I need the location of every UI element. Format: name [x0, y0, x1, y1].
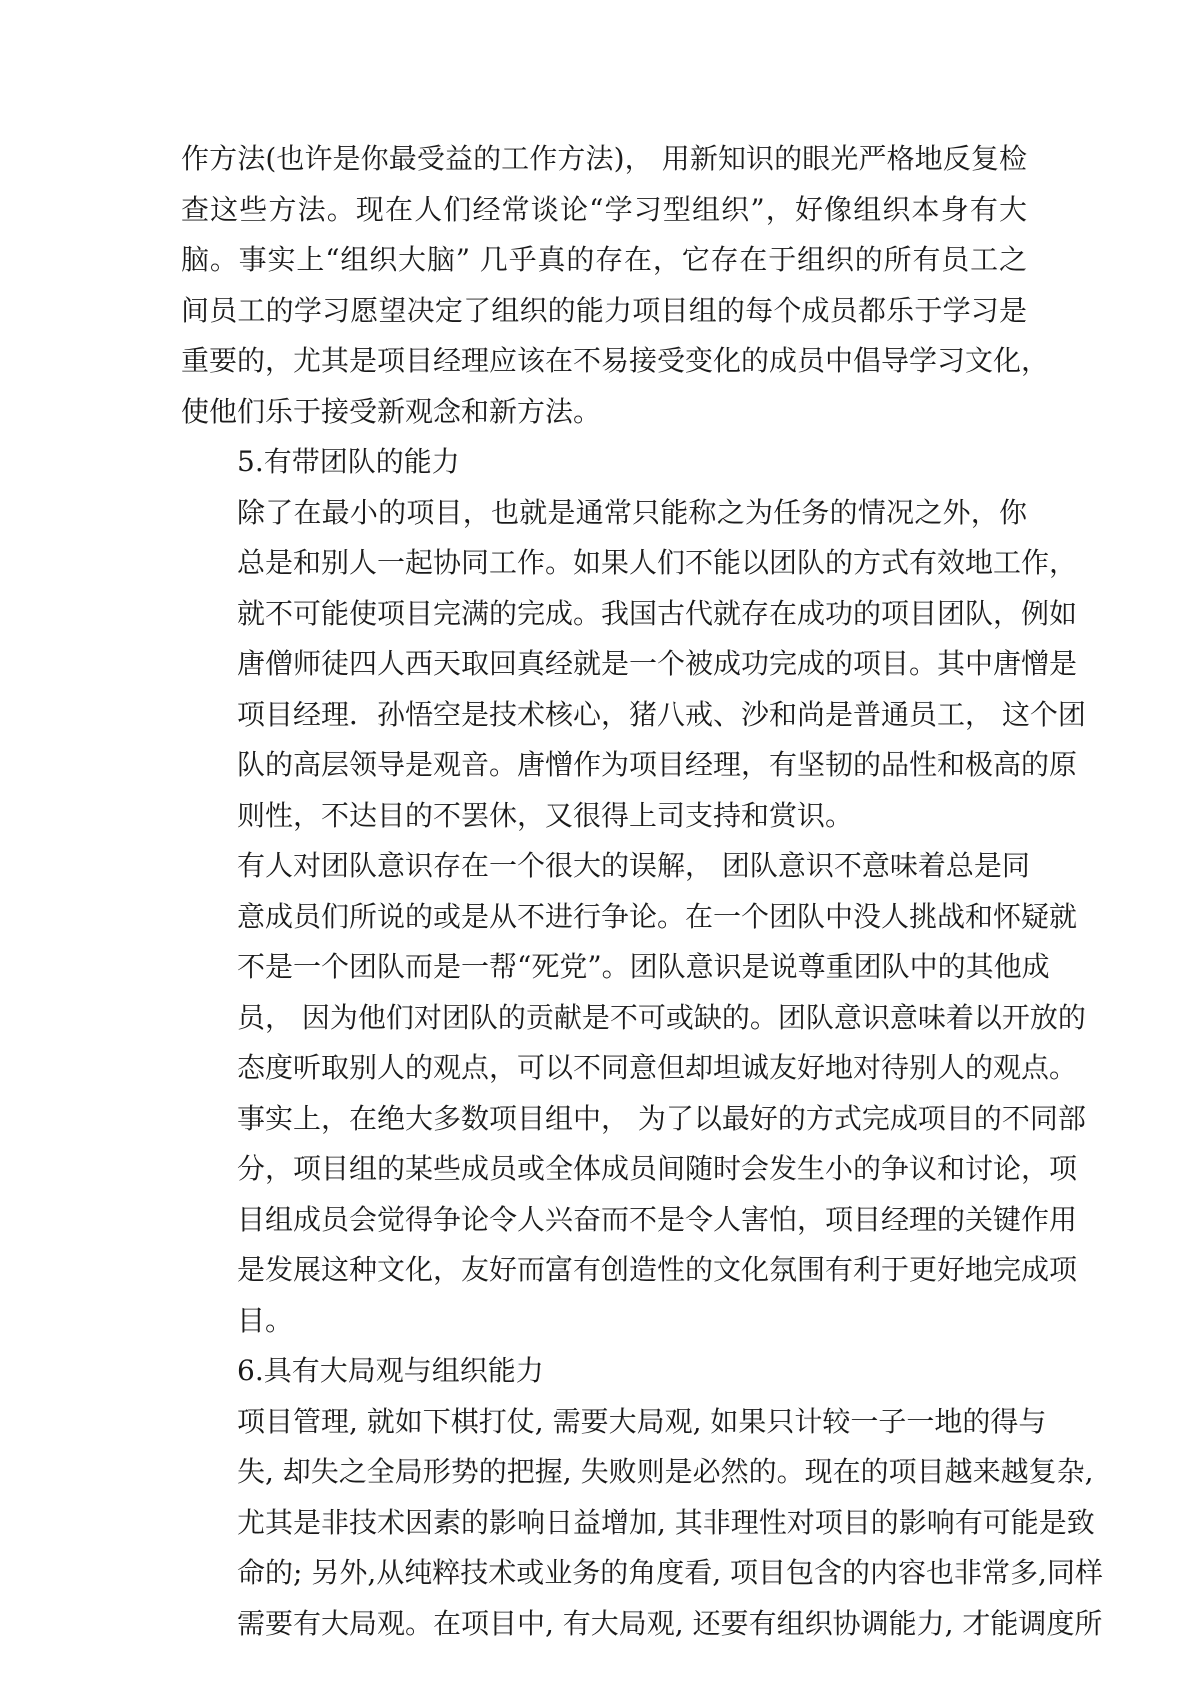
- text-line: 就不可能使项目完满的完成。我国古代就存在成功的项目团队，例如: [237, 596, 1078, 630]
- text-line: 总是和别人一起协同工作。如果人们不能以团队的方式有效地工作，: [237, 546, 1078, 579]
- text-line: 需要有大局观。在项目中, 有大局观, 还要有组织协调能力, 才能调度所: [237, 1606, 1103, 1640]
- text-line: 唐僧师徒四人西天取回真经就是一个被成功完成的项目。其中唐憎是: [237, 647, 1078, 680]
- text-line: 作方法(也许是你最受益的工作方法)， 用新知识的眼光严格地反复检: [181, 142, 1027, 175]
- text-line: 目组成员会觉得争论令人兴奋而不是令人害怕，项目经理的关键作用: [237, 1202, 1078, 1236]
- text-line: 是发展这种文化，友好而富有创造性的文化氛围有利于更好地完成项: [237, 1253, 1078, 1286]
- paragraph-2: [181, 488, 1086, 842]
- paragraph-1: [181, 134, 1050, 437]
- text-line: 有人对团队意识存在一个很大的误解， 团队意识不意味着总是同: [237, 849, 1030, 882]
- text-line: 间员工的学习愿望决定了组织的能力项目组的每个成员都乐于学习是: [181, 293, 1027, 327]
- text-line: 项目经理．孙悟空是技术核心，猪八戒、沙和尚是普通员工， 这个团: [237, 697, 1086, 731]
- heading-text: 5.有带团队的能力: [237, 445, 460, 478]
- text-line: 尤其是非技术因素的影响日益增加, 其非理性对项目的影响有可能是致: [237, 1505, 1095, 1539]
- text-line: 队的高层领导是观音。唐憎作为项目经理，有坚韧的品性和极高的原: [237, 748, 1078, 781]
- text-line: 不是一个团队而是一帮“死党”。团队意识是说尊重团队中的其他成: [237, 950, 1050, 983]
- text-line: 重要的，尤其是项目经理应该在不易接受变化的成员中倡导学习文化，: [181, 344, 1050, 377]
- text-line: 则性，不达目的不罢休，又很得上司支持和赏识。: [237, 798, 854, 832]
- text-line: 使他们乐于接受新观念和新方法。: [181, 394, 602, 428]
- text-line: 分，项目组的某些成员或全体成员间随时会发生小的争议和讨论，项: [237, 1152, 1078, 1185]
- text-line: 项目管理, 就如下棋打仗, 需要大局观, 如果只计较一子一地的得与: [237, 1404, 1047, 1438]
- paragraph-4: [181, 1397, 1103, 1650]
- text-line: 除了在最小的项目，也就是通常只能称之为任务的情况之外，你: [237, 495, 1027, 529]
- text-line: 失, 却失之全局形势的把握, 失败则是必然的。现在的项目越来越复杂,: [237, 1455, 1094, 1488]
- text-line: 态度听取别人的观点，可以不同意但却坦诚友好地对待别人的观点。: [237, 1051, 1078, 1084]
- text-line: 意成员们所说的或是从不进行争论。在一个团队中没人挑战和怀疑就: [237, 899, 1078, 933]
- text-line: 查这些方法。现在人们经常谈论“学习型组织”，好像组织本身有大: [181, 192, 1027, 226]
- text-line: 目。: [237, 1303, 294, 1337]
- text-line: 命的; 另外,从纯粹技术或业务的角度看, 项目包含的内容也非常多,同样: [237, 1556, 1103, 1589]
- heading-text: 6.具有大局观与组织能力: [237, 1354, 544, 1387]
- section-heading-6: [181, 1346, 1027, 1397]
- text-line: 员， 因为他们对团队的贡献是不可或缺的。团队意识意味着以开放的: [237, 1000, 1086, 1034]
- paragraph-3: [181, 841, 1086, 1346]
- text-line: 脑。事实上“组织大脑” 几乎真的存在，它存在于组织的所有员工之: [181, 243, 1027, 276]
- section-heading-5: [181, 437, 1027, 488]
- text-line: 事实上，在绝大多数项目组中， 为了以最好的方式完成项目的不同部: [237, 1101, 1086, 1135]
- document-page: [181, 134, 1103, 1649]
